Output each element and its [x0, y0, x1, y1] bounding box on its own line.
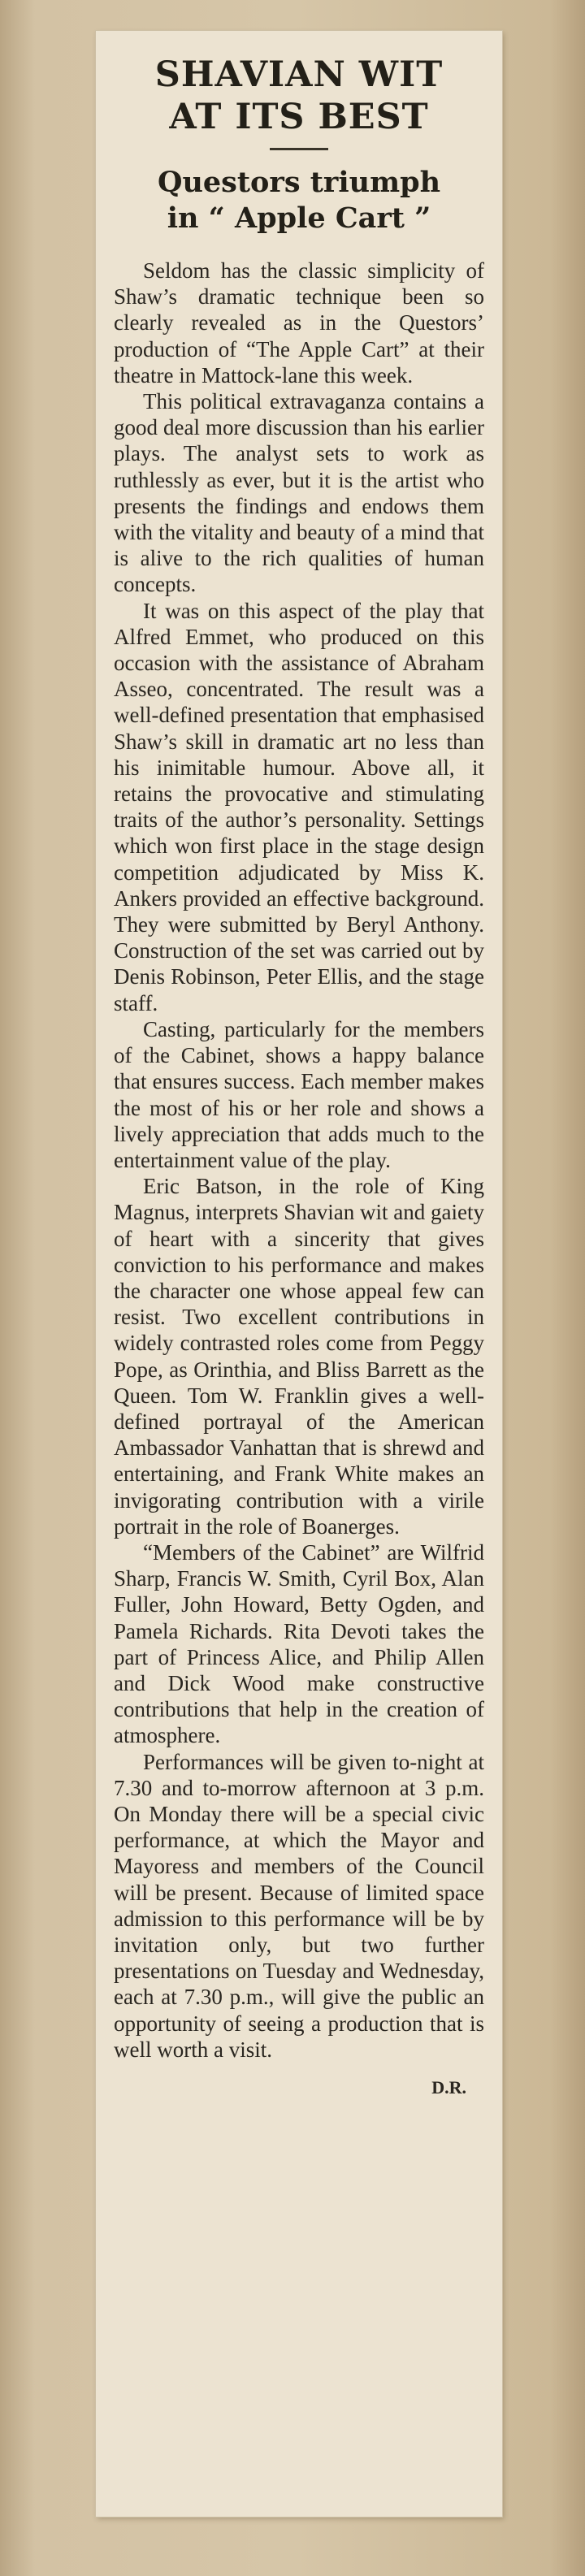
subheadline-line-2: in “ Apple Cart ”: [167, 201, 431, 235]
article-body: [114, 258, 484, 2063]
article-paragraph-5: Eric Batson, in the role of King Magnus, interprets Shavian wit and gaiety of heart with a sincerity that gives conviction to his performance and makes the character one whose appeal few can resist. Two excellent contributions in widely contrasted roles come from Peggy Pope, as Orinthia, and Bliss Barrett as the Queen. Tom W. Franklin gives a well-defined portrayal of the American Ambassador Vanhattan that is shrewd and entertaining, and Frank White makes an invigorating contribution with a virile portrait in the role of Boanerges.: [114, 1174, 484, 1539]
newspaper-clipping: [96, 31, 502, 2517]
subheadline-line-1: Questors triumph: [157, 166, 441, 199]
article-paragraph-1: Seldom has the classic simplicity of Shaw’s dramatic technique been so clearly revealed as in the Questors’ production of “The Apple Cart” at their theatre in Mattock-lane this week.: [114, 258, 484, 387]
headline: [114, 54, 484, 138]
author-signature: D.R.: [431, 2077, 466, 2098]
headline-line-1: SHAVIAN WIT: [154, 54, 444, 95]
headline-rule: [270, 148, 328, 150]
article-paragraph-3: It was on this aspect of the play that Alfred Emmet, who produced on this occasion with the assistance of Abraham Asseo, concentrated. The result was a well-defined presentation that emphasised Shaw’s skill in dramatic art no less than his inimitable humour. Above all, it retains the provocative and stimulating traits of the author’s personality. Settings which won first place in the stage design competition adjudicated by Miss K. Ankers provided an effective background. They were submitted by Beryl Anthony. Construction of the set was carried out by Denis Robinson, Peter Ellis, and the stage staff.: [114, 598, 484, 1015]
article-paragraph-7: Performances will be given to-night at 7.30 and to-morrow afternoon at 3 p.m. On Monday there will be a special civic performance, at which the Mayor and Mayoress and members of the Council will be present. Because of limited space admission to this performance will be by invitation only, but two further presentations on Tuesday and Wednesday, each at 7.30 p.m., will give the public an opportunity of seeing a production that is well worth a visit.: [114, 1749, 484, 2062]
subheadline: [114, 165, 484, 236]
article-paragraph-2: This political extravaganza contains a good deal more discussion than his earlier plays. The analyst sets to work as ruthlessly as ever, but it is the artist who presents the findings and endows them with the vitality and beauty of a mind that is alive to the rich qualities of human concepts.: [114, 389, 484, 597]
article-paragraph-6: “Members of the Cabinet” are Wilfrid Sharp, Francis W. Smith, Cyril Box, Alan Fuller, John Howard, Betty Ogden, and Pamela Richards. Rita Devoti takes the part of Princess Alice, and Philip Allen and Dick Wood make constructive contributions that help in the creation of atmosphere.: [114, 1539, 484, 1748]
article-paragraph-4: Casting, particularly for the members of the Cabinet, shows a happy balance that ensures success. Each member makes the most of his or her role and shows a lively appreciation that adds much to the entertainment value of the play.: [114, 1016, 484, 1172]
headline-line-2: AT ITS BEST: [169, 97, 429, 137]
